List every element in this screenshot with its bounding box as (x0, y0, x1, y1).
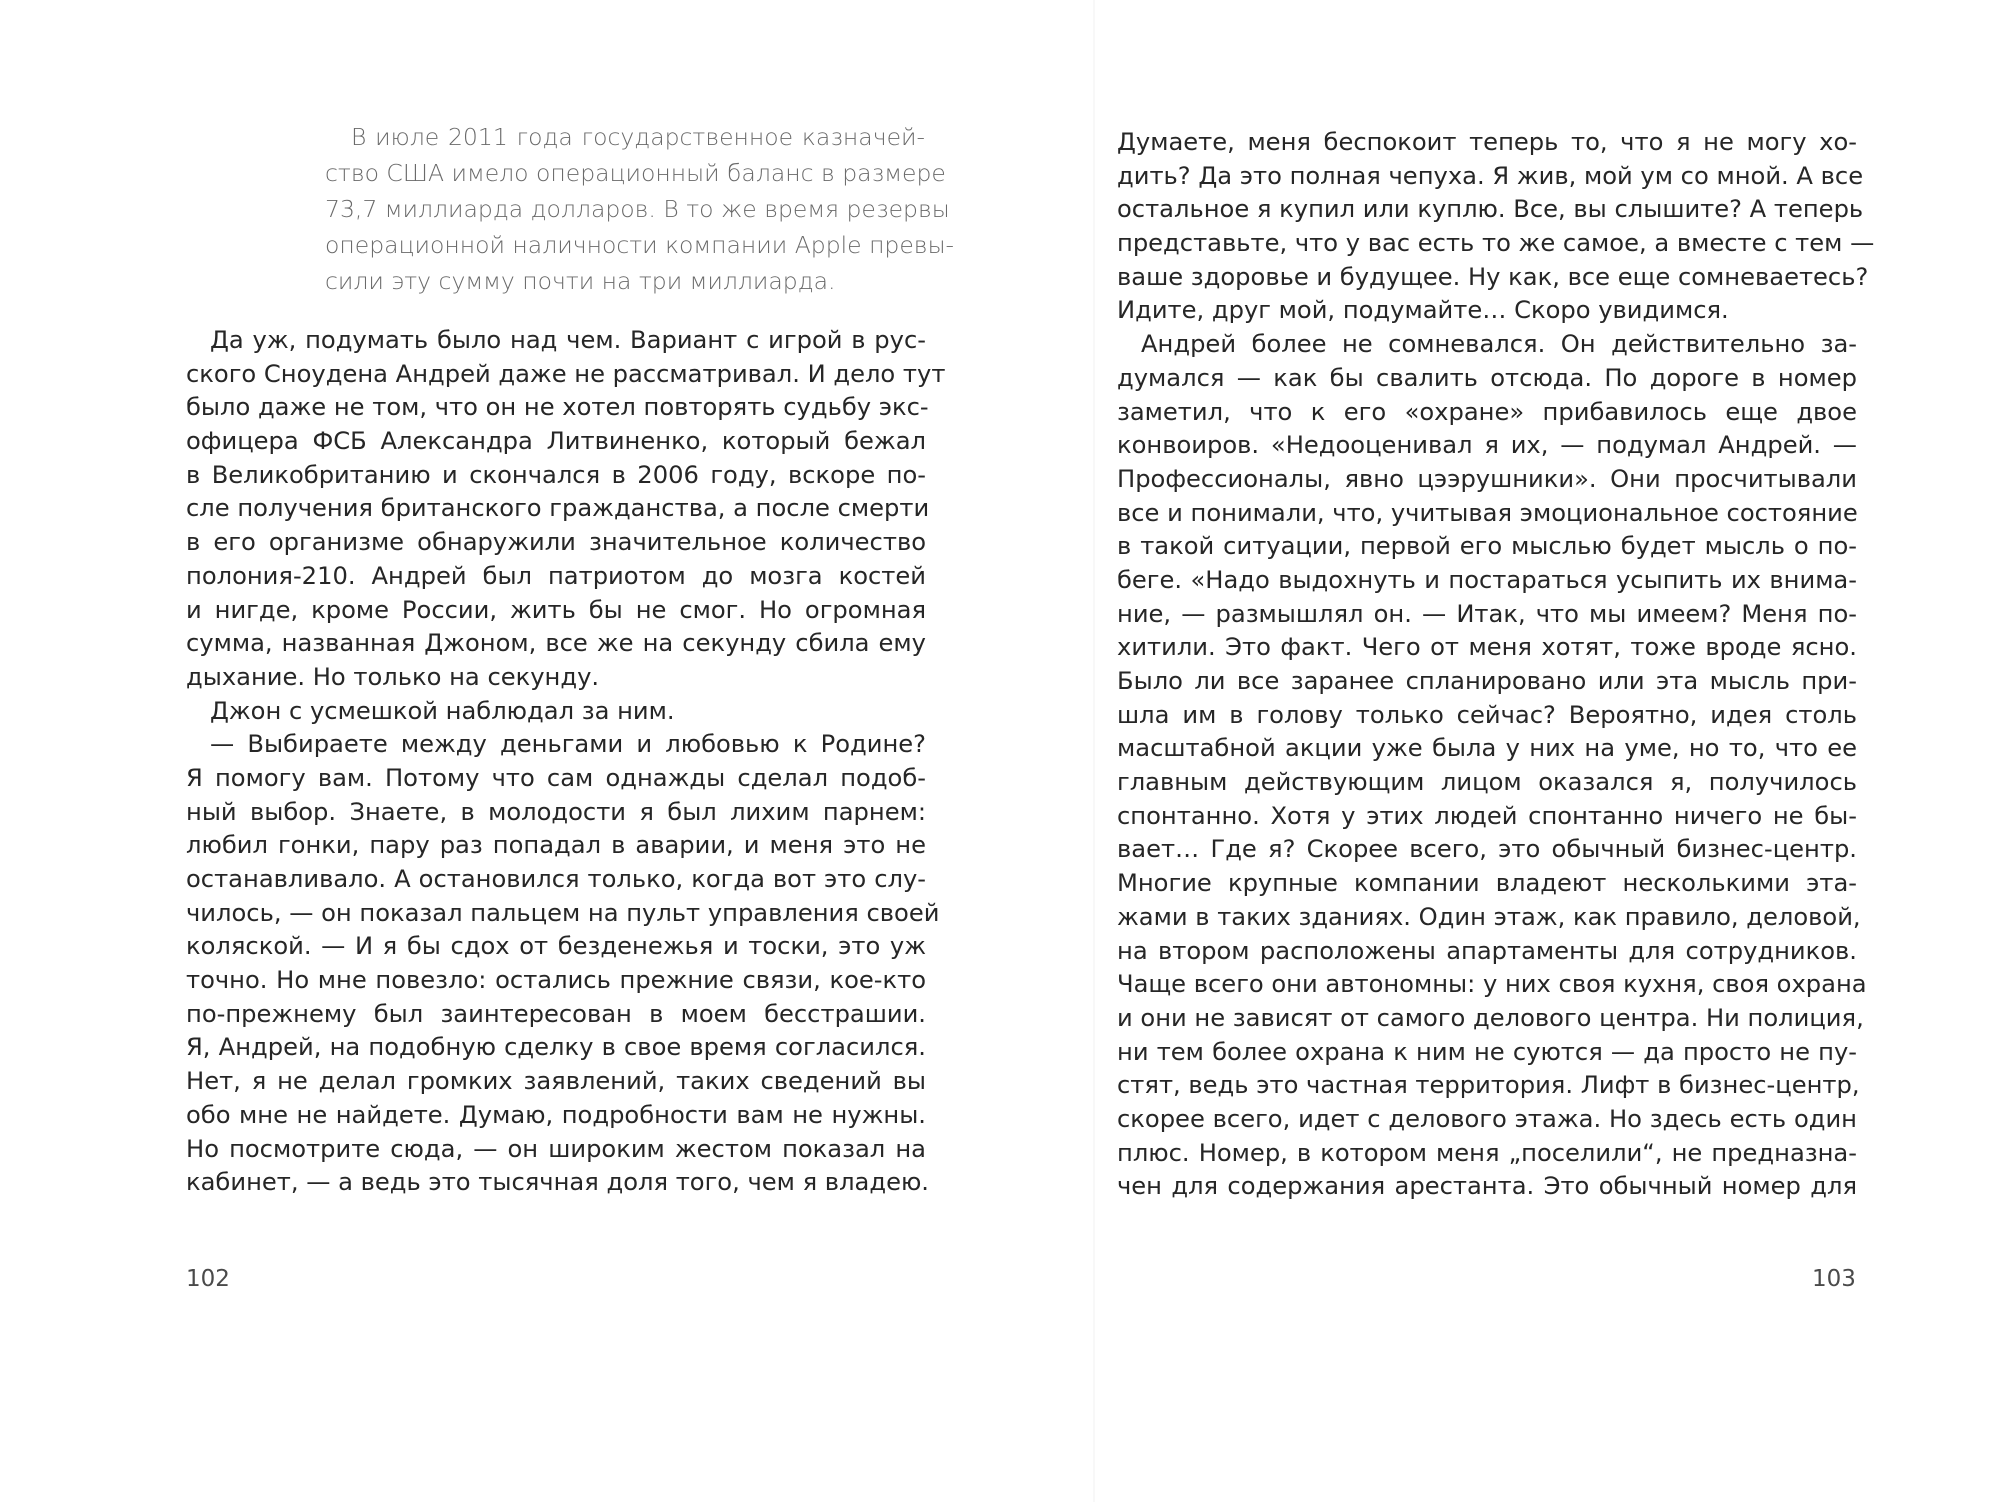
text-line: и нигде, кроме России, жить бы не смог. Но огромная (186, 595, 926, 624)
text-line: кабинет, — а ведь это тысячная доля того, чем я владею. (186, 1168, 929, 1197)
text-line: было даже не том, что он не хотел повторять судьбу экс- (186, 393, 929, 422)
text-line: шла им в голову только сейчас? Вероятно, идея столь (1117, 700, 1857, 729)
text-line: Нет, я не делал громких заявлений, таких сведений вы (186, 1067, 926, 1096)
sidenote-line: ство США имело операционный баланс в размере (325, 159, 946, 187)
text-line: вает… Где я? Скорее всего, это обычный бизнес-центр. (1117, 835, 1857, 864)
text-line: хитили. Это факт. Чего от меня хотят, тоже вроде ясно. (1117, 633, 1857, 662)
text-line: конвоиров. «Недооценивал я их, — подумал Андрей. — (1117, 431, 1857, 460)
text-line: главным действующим лицом оказался я, получилось (1117, 768, 1857, 797)
text-line: спонтанно. Хотя у этих людей спонтанно ничего не бы- (1117, 801, 1857, 830)
text-line: все и понимали, что, учитывая эмоциональное состояние (1117, 498, 1858, 527)
text-line: ни тем более охрана к ним не суются — да просто не пу- (1117, 1037, 1857, 1066)
text-line: Было ли все заранее спланировано или эта мысль при- (1117, 667, 1857, 695)
text-line: — Выбираете между деньгами и любовью к Родине? (210, 730, 926, 759)
right-page (1000, 0, 2000, 1502)
text-line: на втором расположены апартаменты для сотрудников. (1117, 936, 1857, 965)
text-line: масштабной акции уже была у них на уме, но то, что ее (1117, 734, 1857, 763)
text-line: Да уж, подумать было над чем. Вариант с игрой в рус- (210, 326, 926, 354)
text-line: дить? Да это полная чепуха. Я жив, мой ум со мной. А все (1117, 161, 1864, 190)
text-line: Многие крупные компании владеют несколькими эта- (1117, 869, 1857, 898)
text-line: обо мне не найдете. Думаю, подробности вам не нужны. (186, 1100, 926, 1129)
page-number-left: 102 (186, 1266, 230, 1292)
text-line: сумма, названная Джоном, все же на секунду сбила ему (186, 629, 926, 658)
text-line: заметил, что к его «охране» прибавилось еще двое (1117, 397, 1857, 426)
text-line: офицера ФСБ Александра Литвиненко, который бежал (186, 427, 926, 456)
text-line: коляской. — И я бы сдох от безденежья и тоски, это уж (186, 932, 926, 961)
text-line: представьте, что у вас есть то же самое, а вместе с тем — (1117, 229, 1875, 258)
text-line: Чаще всего они автономны: у них своя кухня, своя охрана (1117, 970, 1867, 999)
left-body-text (186, 324, 946, 1200)
text-line: Идите, друг мой, подумайте… Скоро увидимся. (1117, 296, 1729, 325)
text-line: остальное я купил или куплю. Все, вы слышите? А теперь (1117, 195, 1864, 224)
text-line: останавливало. А остановился только, когда вот это слу- (186, 865, 926, 893)
text-line: в такой ситуации, первой его мыслью будет мысль о по- (1117, 532, 1857, 561)
sidenote-line: В июле 2011 года государственное казначей- (351, 123, 925, 151)
text-line: думался — как бы свалить отсюда. По дороге в номер (1117, 363, 1857, 392)
text-line: стят, ведь это частная территория. Лифт в бизнес-центр, (1117, 1071, 1860, 1100)
text-line: Андрей более не сомневался. Он действительно за- (1141, 330, 1857, 359)
text-line: ского Сноудена Андрей даже не рассматривал. И дело тут (186, 359, 946, 388)
text-line: дыхание. Но только на секунду. (186, 662, 600, 691)
text-line: в Великобританию и скончался в 2006 году, вскоре по- (186, 460, 926, 489)
text-line: и они не зависят от самого делового центра. Ни полиция, (1117, 1003, 1864, 1032)
sidenote-line: 73,7 миллиарда долларов. В то же время резервы (325, 195, 950, 223)
text-line: по-прежнему был заинтересован в моем бесстрашии. (186, 999, 926, 1028)
text-line: Джон с усмешкой наблюдал за ним. (210, 696, 675, 725)
text-line: любил гонки, пару раз попадал в аварии, и меня это не (186, 831, 926, 860)
sidenote (325, 119, 955, 299)
text-line: точно. Но мне повезло: остались прежние связи, кое-кто (186, 966, 926, 995)
text-line: ние, — размышлял он. — Итак, что мы имеем? Меня по- (1117, 599, 1857, 628)
text-line: ваше здоровье и будущее. Ну как, все еще сомневаетесь? (1117, 262, 1869, 291)
text-line: Думаете, меня беспокоит теперь то, что я не могу хо- (1117, 128, 1857, 156)
text-line: чен для содержания арестанта. Это обычный номер для (1117, 1172, 1857, 1201)
text-line: плюс. Номер, в котором меня „поселили“, не предназна- (1117, 1138, 1857, 1167)
text-line: Но посмотрите сюда, — он широким жестом показал на (186, 1134, 926, 1163)
sidenote-line: операционной наличности компании Apple превы- (325, 231, 955, 259)
text-line: жами в таких зданиях. Один этаж, как правило, деловой, (1117, 902, 1861, 931)
text-line: ный выбор. Знаете, в молодости я был лихим парнем: (186, 797, 926, 826)
text-line: беге. «Надо выдохнуть и постараться усыпить их внима- (1117, 565, 1857, 594)
text-line: полония-210. Андрей был патриотом до мозга костей (186, 561, 926, 590)
text-line: в его организме обнаружили значительное количество (186, 528, 926, 557)
right-body-text (1117, 126, 1875, 1204)
text-line: сле получения британского гражданства, а после смерти (186, 494, 930, 523)
text-line: Профессионалы, явно цээрушники». Они просчитывали (1117, 464, 1857, 493)
text-line: Я, Андрей, на подобную сделку в свое время согласился. (186, 1033, 926, 1062)
text-line: скорее всего, идет с делового этажа. Но здесь есть один (1117, 1104, 1857, 1133)
sidenote-line: сили эту сумму почти на три миллиарда. (325, 267, 836, 295)
page-number-right: 103 (1812, 1266, 1856, 1292)
text-line: чилось, — он показал пальцем на пульт управления своей (186, 898, 940, 927)
text-line: Я помогу вам. Потому что сам однажды сделал подоб- (186, 763, 926, 792)
